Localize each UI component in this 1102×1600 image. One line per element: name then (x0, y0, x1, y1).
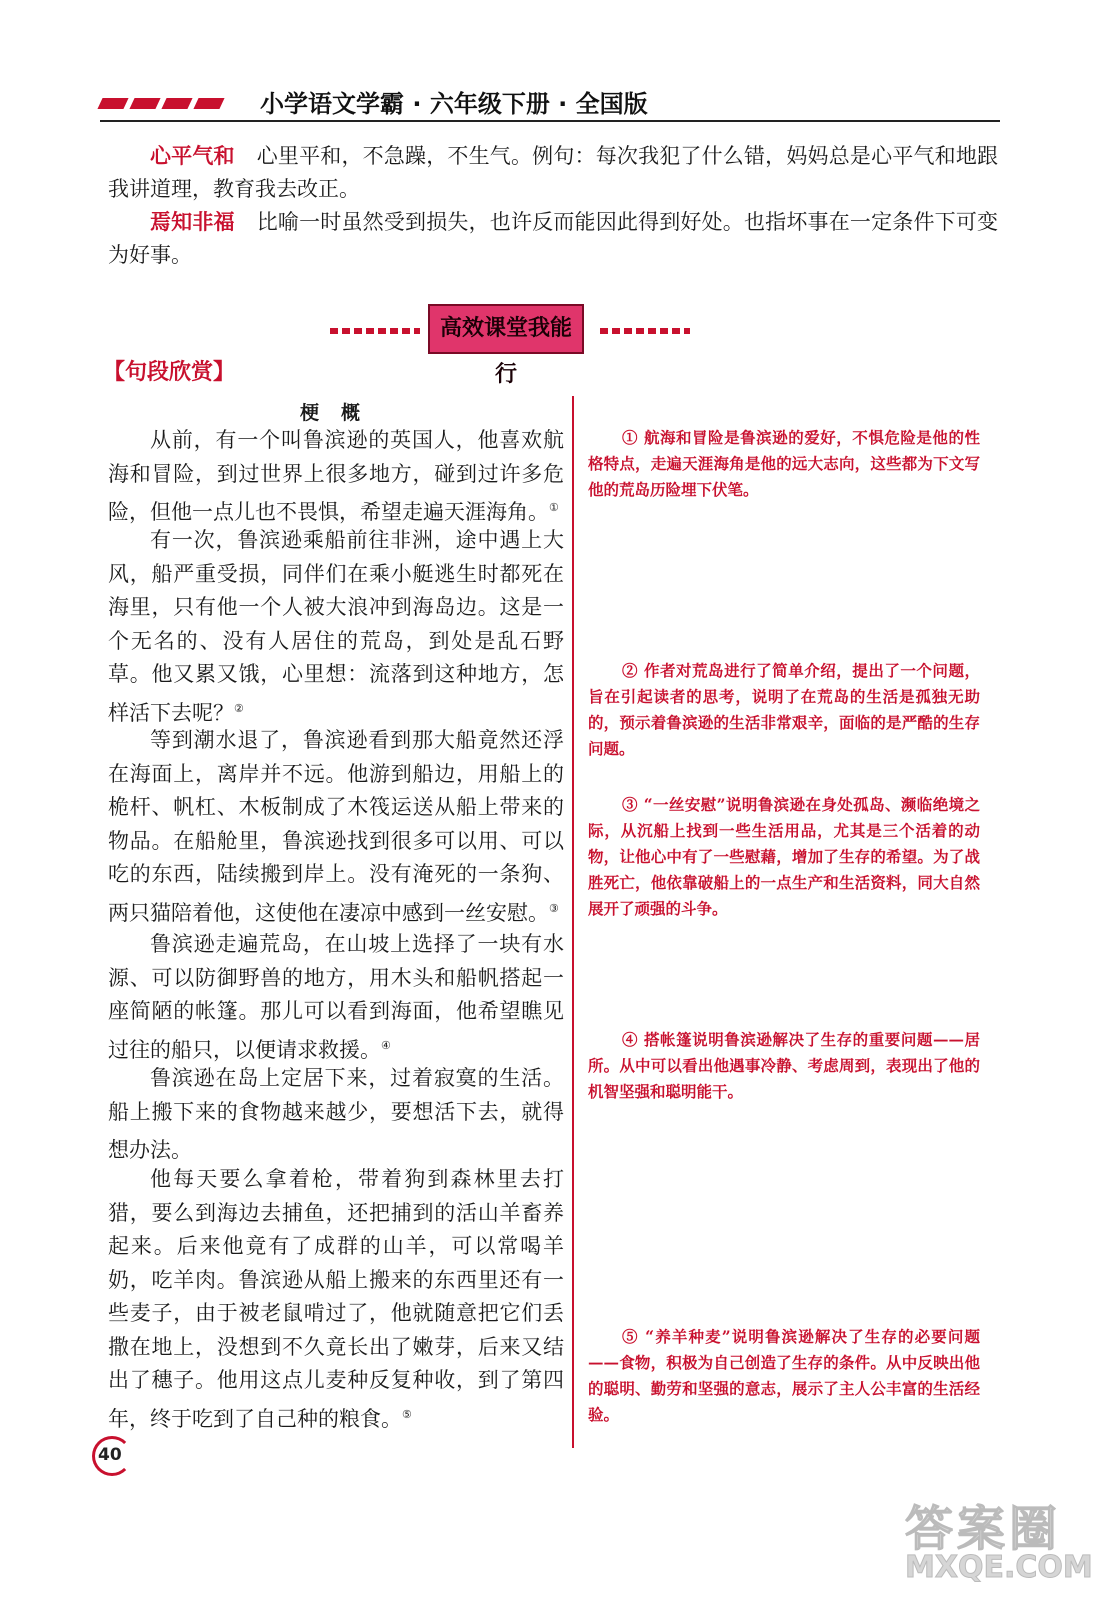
watermark-url: MXQE.COM (905, 1550, 1093, 1585)
vocab-definition: 比喻一时虽然受到损失，也许反而能因此得到好处。也指坏事在一定条件下可变为好事。 (108, 210, 999, 267)
annotation-note: ⑤ “养羊种麦”说明鲁滨逊解决了生存的必要问题——食物，积极为自己创造了生存的条件。从中反映出他的聪明、勤劳和坚强的意志，展示了主人公丰富的生活经验。 (588, 1327, 980, 1424)
banner-wing-right (600, 328, 690, 334)
column-divider (572, 396, 574, 1448)
page-number-badge (92, 1436, 140, 1480)
vocab-term: 心平气和 (150, 144, 235, 168)
story-paragraph: 鲁滨逊在岛上定居下来，过着寂寞的生活。船上搬下来的食物越来越少，要想活下去，就得想办法。 (108, 1066, 564, 1162)
vocab-definition: 心里平和，不急躁，不生气。例句：每次我犯了什么错，妈妈总是心平气和地跟我讲道理，教育我去改正。 (108, 144, 999, 201)
story-paragraph: 鲁滨逊走遍荒岛，在山坡上选择了一块有水源、可以防御野兽的地方，用木头和船帆搭起一座简陋的帐篷。那儿可以看到海面，他希望瞧见过往的船只，以便请求救援。④ (108, 932, 564, 1062)
page-header (100, 84, 1000, 124)
annotation-mark: ① (549, 501, 559, 514)
annotation-mark: ④ (381, 1038, 391, 1052)
story-title: 梗概 (300, 402, 383, 424)
vocab-entry (108, 140, 998, 206)
watermark-logo: 答案圈 (905, 1501, 1062, 1557)
annotation-note: ④ 搭帐篷说明鲁滨逊解决了生存的重要问题——居所。从中可以看出他遇事冷静、考虑周到，表现出了他的机智坚强和聪明能干。 (588, 1030, 980, 1101)
annotation-mark: ⑤ (402, 1407, 412, 1421)
annotation-mark: ② (234, 701, 244, 715)
banner-label: 高效课堂我能行 (428, 304, 584, 354)
story-paragraph: 等到潮水退了，鲁滨逊看到那大船竟然还浮在海面上，离岸并不远。他游到船边，用船上的桅杆、帆杠、木板制成了木筏运送从船上带来的物品。在船舱里，鲁滨逊找到很多可以用、可以吃的东西，陆续搬到岸上。没有淹死的一条狗、两只猫陪着他，这使他在凄凉中感到一丝安慰。③ (108, 728, 564, 925)
annotation-note: ② 作者对荒岛进行了简单介绍，提出了一个问题，旨在引起读者的思考，说明了在荒岛的生活是孤独无助的，预示着鲁滨逊的生活非常艰辛，面临的是严酷的生存问题。 (588, 661, 980, 758)
banner-wing-left (330, 328, 420, 334)
page-number: 40 (98, 1445, 122, 1465)
header-rule (100, 120, 1000, 122)
annotation-mark: ③ (549, 901, 559, 915)
vocab-term: 焉知非福 (150, 210, 235, 234)
section-label: 【句段欣赏】 (103, 360, 236, 385)
watermark (905, 1490, 1093, 1590)
vocab-entry (108, 206, 998, 272)
annotation-note: ① 航海和冒险是鲁滨逊的爱好，不惧危险是他的性格特点，走遍天涯海角是他的远大志向，这些都为下文写他的荒岛历险埋下伏笔。 (588, 428, 980, 499)
story-paragraph: 从前，有一个叫鲁滨逊的英国人，他喜欢航海和冒险，到过世界上很多地方，碰到过许多危险，但他一点儿也不畏惧，希望走遍天涯海角。① (108, 428, 564, 524)
book-title: 小学语文学霸 · 六年级下册 · 全国版 (260, 90, 648, 118)
header-stripe-decoration (100, 98, 222, 109)
story-paragraph: 他每天要么拿着枪，带着狗到森林里去打猎，要么到海边去捕鱼，还把捕到的活山羊畜养起来。后来他竟有了成群的山羊，可以常喝羊奶，吃羊肉。鲁滨逊从船上搬来的东西里还有一些麦子，由于被老鼠啃过了，他就随意把它们丢撒在地上，没想到不久竟长出了嫩芽，后来又结出了穗子。他用这点儿麦种反复种收，到了第四年，终于吃到了自己种的粮食。⑤ (108, 1167, 564, 1431)
annotation-note: ③ “一丝安慰”说明鲁滨逊在身处孤岛、濒临绝境之际，从沉船上找到一些生活用品，尤其是三个活着的动物，让他心中有了一些慰藉，增加了生存的希望。为了战胜死亡，他依靠破船上的一点生产和生活资料，同大自然展开了顽强的斗争。 (588, 795, 980, 918)
story-paragraph: 有一次，鲁滨逊乘船前往非洲，途中遇上大风，船严重受损，同伴们在乘小艇逃生时都死在海里，只有他一个人被大浪冲到海岛边。这是一个无名的、没有人居住的荒岛，到处是乱石野草。他又累又饿，心里想：流落到这种地方，怎样活下去呢？② (108, 528, 564, 725)
section-banner (320, 302, 700, 387)
